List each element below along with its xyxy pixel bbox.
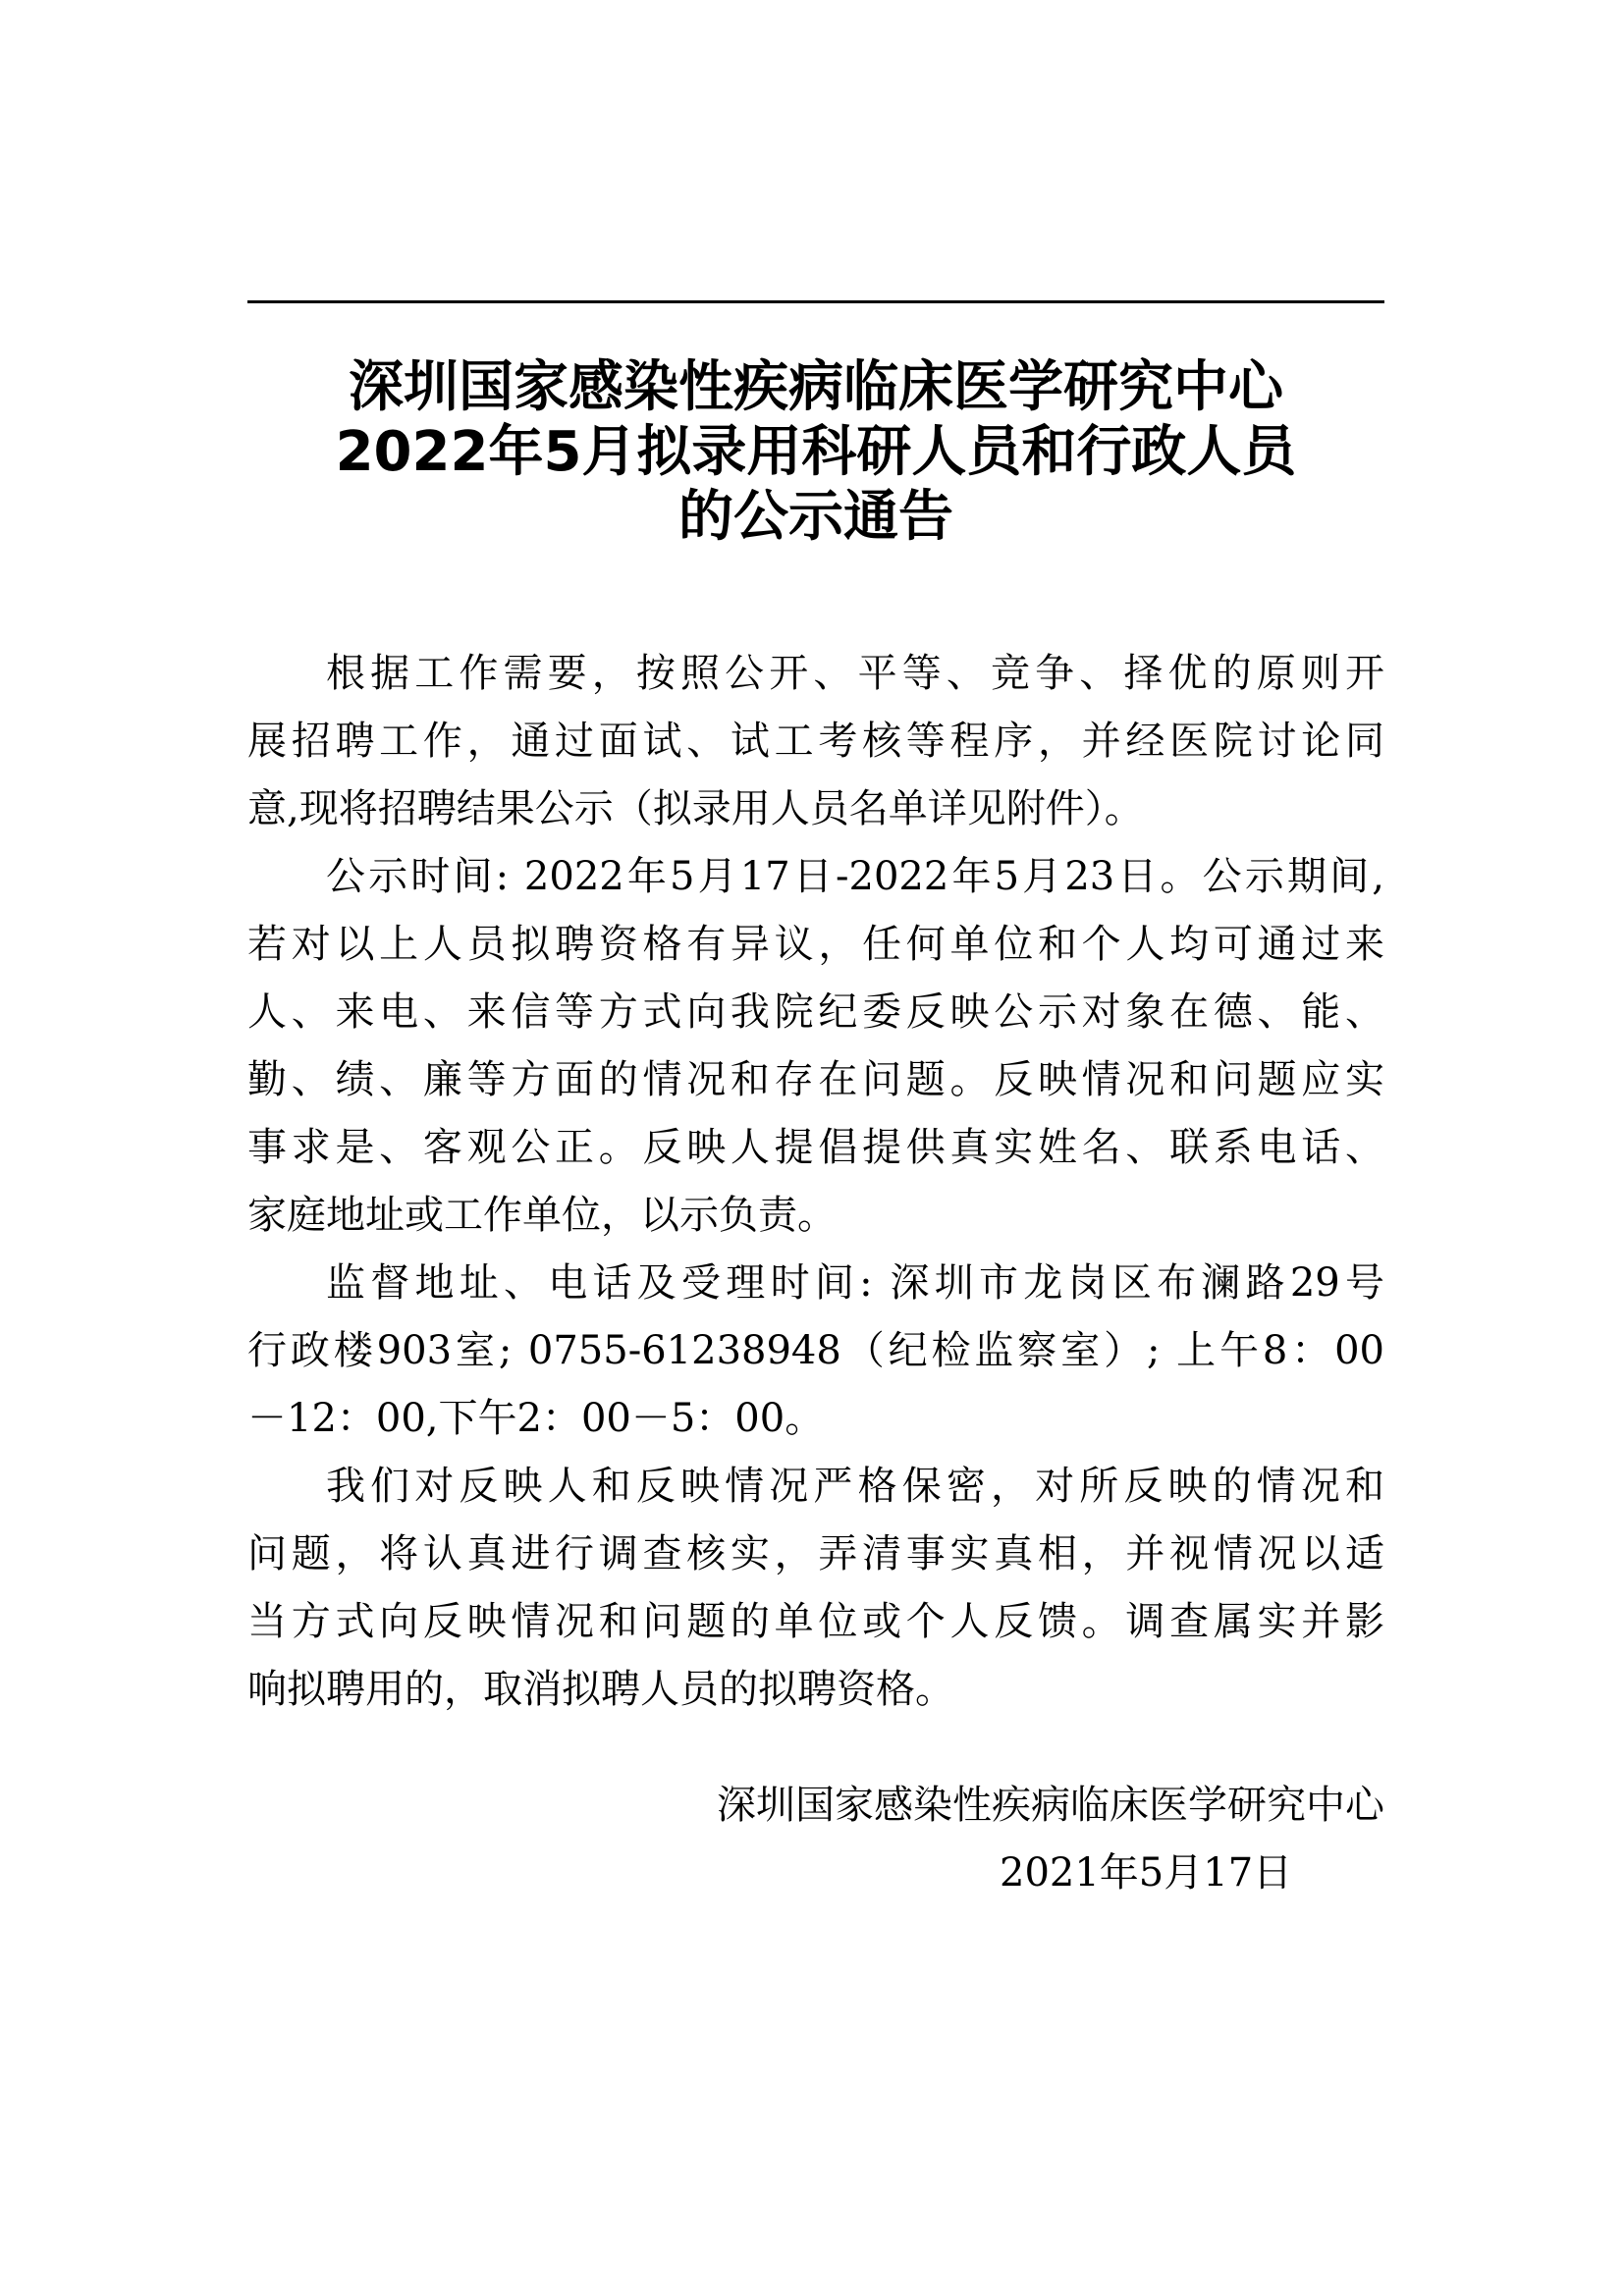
title-line-3: 的公示通告 [678,485,953,549]
signature-organization: 深圳国家感染性疾病临床医学研究中心 [717,1783,1384,1828]
text-line: 响拟聘用的，取消拟聘人员的拟聘资格。 [247,1667,954,1712]
text-line: 家庭地址或工作单位，以示负责。 [247,1193,837,1238]
header-rule [247,300,1384,303]
text-line: 监督地址、电话及受理时间: 深圳市龙岗区布澜路29号 [326,1260,1384,1306]
text-line: －12：00,下午2：00－5：00。 [247,1396,825,1441]
text-line: 当方式向反映情况和问题的单位或个人反馈。调查属实并影 [247,1599,1384,1644]
paragraph-recruitment [247,640,1384,843]
text-line: 勤、绩、廉等方面的情况和存在问题。反映情况和问题应实 [247,1057,1384,1102]
text-line: 公示时间: 2022年5月17日-2022年5月23日。公示期间, [326,854,1384,899]
paragraph-confidentiality [247,1453,1384,1724]
text-line: 意,现将招聘结果公示（拟录用人员名单详见附件）。 [247,786,1144,831]
text-line: 展招聘工作，通过面试、试工考核等程序，并经医院讨论同 [247,719,1384,764]
document-title [247,355,1384,550]
text-line: 我们对反映人和反映情况严格保密，对所反映的情况和 [326,1464,1384,1509]
signature-date: 2021年5月17日 [1000,1850,1293,1896]
title-line-2: 2022年5月拟录用科研人员和行政人员 [335,420,1297,484]
text-line: 行政楼903室; 0755-61238948（纪检监察室）; 上午8：00 [247,1328,1384,1373]
text-line: 若对以上人员拟聘资格有异议，任何单位和个人均可通过来 [247,922,1384,967]
paragraph-supervision-contact [247,1250,1384,1453]
text-line: 问题，将认真进行调查核实，弄清事实真相，并视情况以适 [247,1531,1384,1576]
title-line-1: 深圳国家感染性疾病临床医学研究中心 [349,355,1283,419]
paragraph-publicity-period [247,843,1384,1250]
text-line: 事求是、客观公正。反映人提倡提供真实姓名、联系电话、 [247,1125,1384,1170]
text-line: 人、来电、来信等方式向我院纪委反映公示对象在德、能、 [247,989,1384,1035]
text-line: 根据工作需要，按照公开、平等、竞争、择优的原则开 [326,651,1384,696]
document-body [247,640,1384,1724]
